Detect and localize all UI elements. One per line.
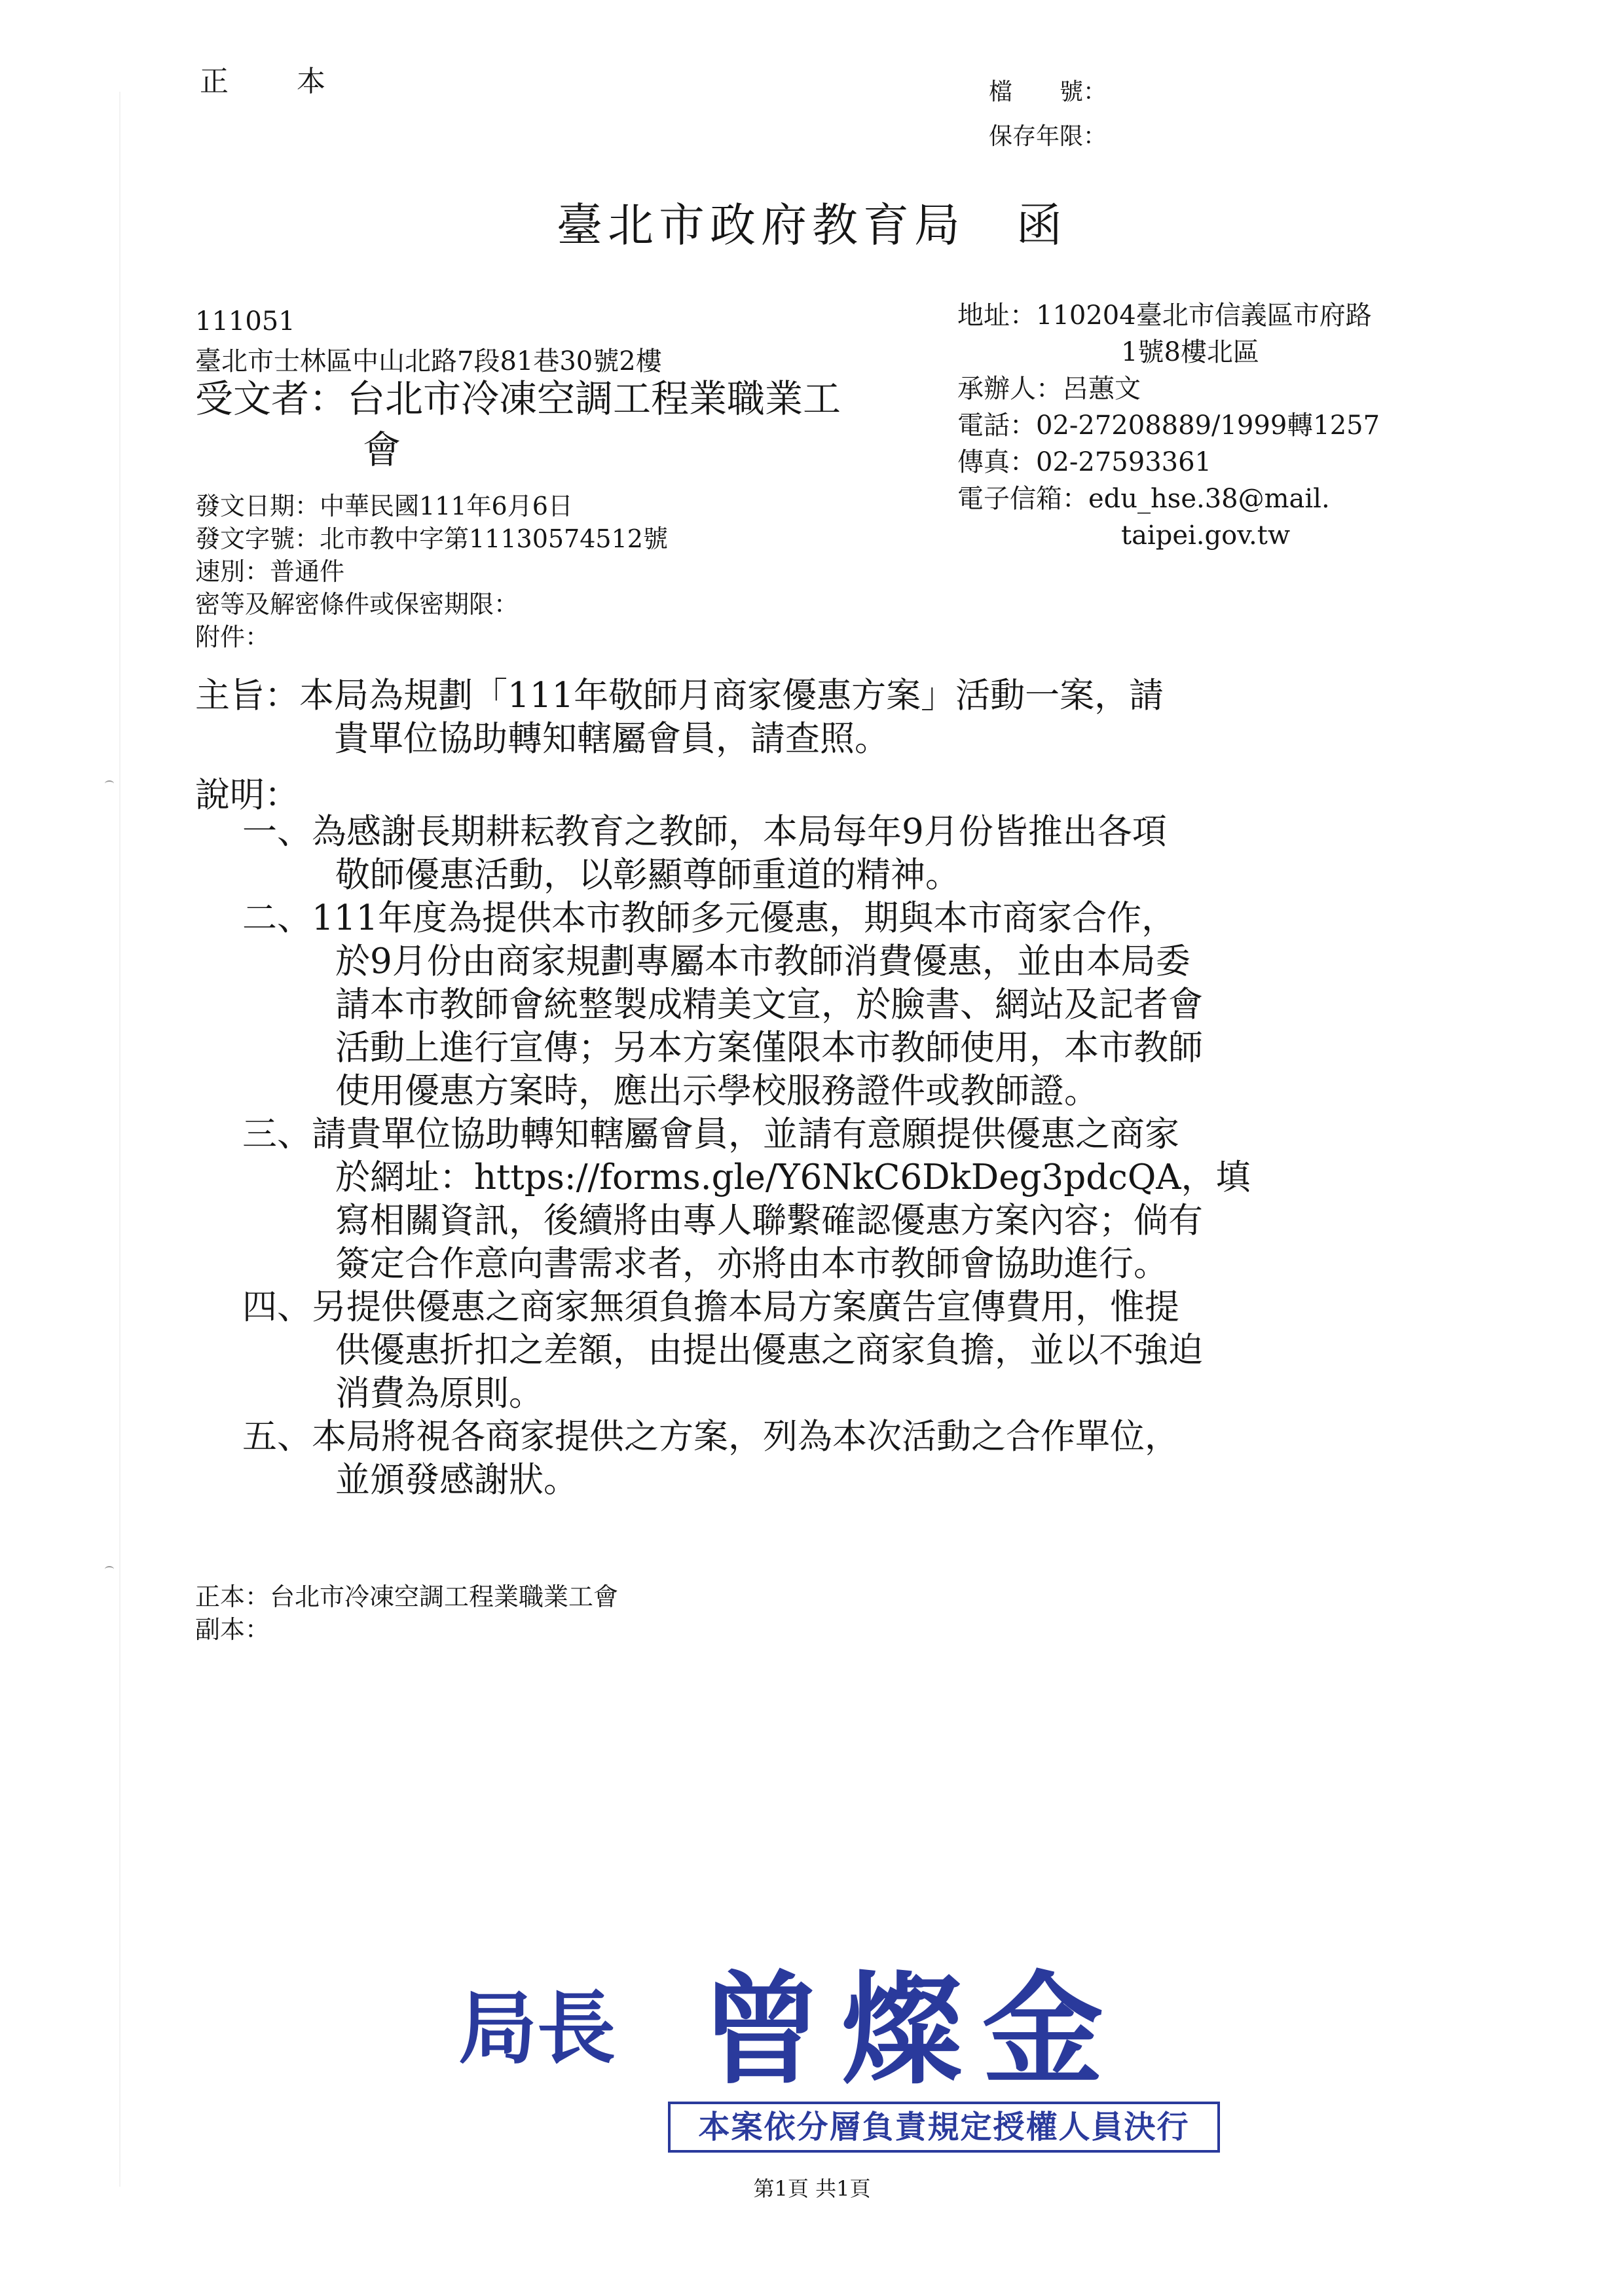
page-edge-shadow <box>119 92 120 2187</box>
explanation-label: 說明： <box>195 775 299 815</box>
retention-period-label: 保存年限： <box>989 123 1107 150</box>
item-line: 於9月份由商家規劃專屬本市教師消費優惠，並由本局委 <box>335 941 1190 981</box>
item-line: 並頒發感謝狀。 <box>335 1460 578 1500</box>
sender-address: 地址：110204臺北市信義區市府路 <box>957 301 1372 331</box>
recipient-line: 受文者：台北市冷凍空調工程業職業工 <box>195 376 841 421</box>
director-title-glyphs: 局長 <box>458 1982 616 2075</box>
issue-date: 發文日期：中華民國111年6月6日 <box>195 492 573 520</box>
duplicate-copy-recipient: 副本： <box>195 1615 270 1644</box>
copy-type: 正 本 <box>200 65 345 98</box>
item-line: 五、本局將視各商家提供之方案，列為本次活動之合作單位， <box>242 1417 1179 1457</box>
punch-mark <box>105 780 114 787</box>
explanation-item-4 <box>242 1286 1203 1415</box>
item-line: 消費為原則。 <box>335 1374 544 1413</box>
recipient-line: 會 <box>363 428 401 472</box>
recipient-postal-code: 111051 <box>195 306 295 337</box>
explanation-item-2 <box>242 897 1203 1113</box>
sender-email: 電子信箱：edu_hse.38@mail. <box>957 484 1330 514</box>
document-number: 發文字號：北市教中字第11130574512號 <box>195 524 668 553</box>
item-line: 簽定合作意向書需求者，亦將由本市教師會協助進行。 <box>335 1244 1168 1284</box>
item-line: 使用優惠方案時，應出示學校服務證件或教師證。 <box>335 1071 1099 1111</box>
recipient-block <box>195 373 841 475</box>
explanation-item-3 <box>242 1113 1251 1286</box>
delivery-speed: 速別：普通件 <box>195 557 345 586</box>
document-title: 臺北市政府教育局 函 <box>557 198 1067 252</box>
item-line: 二、111年度為提供本市教師多元優惠，期與本市商家合作， <box>242 898 1177 938</box>
punch-mark <box>105 1566 114 1573</box>
page-indicator: 第1頁 共1頁 <box>753 2176 871 2201</box>
sender-block <box>957 297 1380 554</box>
item-line: 於網址：https://forms.gle/Y6NkC6DkDeg3pdcQA，填 <box>335 1157 1251 1197</box>
authorization-stamp: 本案依分層負責規定授權人員決行 <box>668 2102 1220 2153</box>
item-line: 活動上進行宣傳；另本方案僅限本市教師使用，本市教師 <box>335 1028 1203 1068</box>
explanation-item-1 <box>242 811 1167 897</box>
item-line: 敬師優惠活動，以彰顯尊師重道的精神。 <box>335 855 960 895</box>
sender-fax: 傳真：02-27593361 <box>957 447 1212 477</box>
sender-email: taipei.gov.tw <box>1121 520 1291 551</box>
subject-line: 主旨：本局為規劃「111年敬師月商家優惠方案」活動一案，請 <box>195 676 1164 716</box>
item-line: 一、為感謝長期耕耘教育之教師，本局每年9月份皆推出各項 <box>242 812 1167 852</box>
sender-contact: 承辦人：呂蕙文 <box>957 374 1141 404</box>
item-line: 寫相關資訊，後續將由專人聯繫確認優惠方案內容；倘有 <box>335 1201 1203 1241</box>
recipient-address: 臺北市士林區中山北路7段81巷30號2樓 <box>195 346 662 376</box>
item-line: 三、請貴單位協助轉知轄屬會員，並請有意願提供優惠之商家 <box>242 1114 1179 1154</box>
explanation-item-5 <box>242 1415 1179 1502</box>
item-line: 供優惠折扣之差額，由提出優惠之商家負擔，並以不強迫 <box>335 1330 1203 1370</box>
attachment-label: 附件： <box>195 623 270 651</box>
secrecy-level: 密等及解密條件或保密期限： <box>195 590 519 619</box>
director-signature-seal <box>458 1958 1270 2095</box>
file-number-label: 檔 號： <box>989 79 1107 105</box>
director-name-glyphs: 曾燦金 <box>701 1958 1123 2095</box>
sender-address: 1號8樓北區 <box>1121 337 1259 367</box>
subject-block <box>195 674 1164 761</box>
subject-line: 貴單位協助轉知轄屬會員，請查照。 <box>334 719 889 759</box>
item-line: 請本市教師會統整製成精美文宣，於臉書、網站及記者會 <box>335 985 1203 1025</box>
original-copy-recipient: 正本：台北市冷凍空調工程業職業工會 <box>195 1582 619 1611</box>
sender-phone: 電話：02-27208889/1999轉1257 <box>957 410 1380 441</box>
item-line: 四、另提供優惠之商家無須負擔本局方案廣告宣傳費用，惟提 <box>242 1287 1179 1327</box>
